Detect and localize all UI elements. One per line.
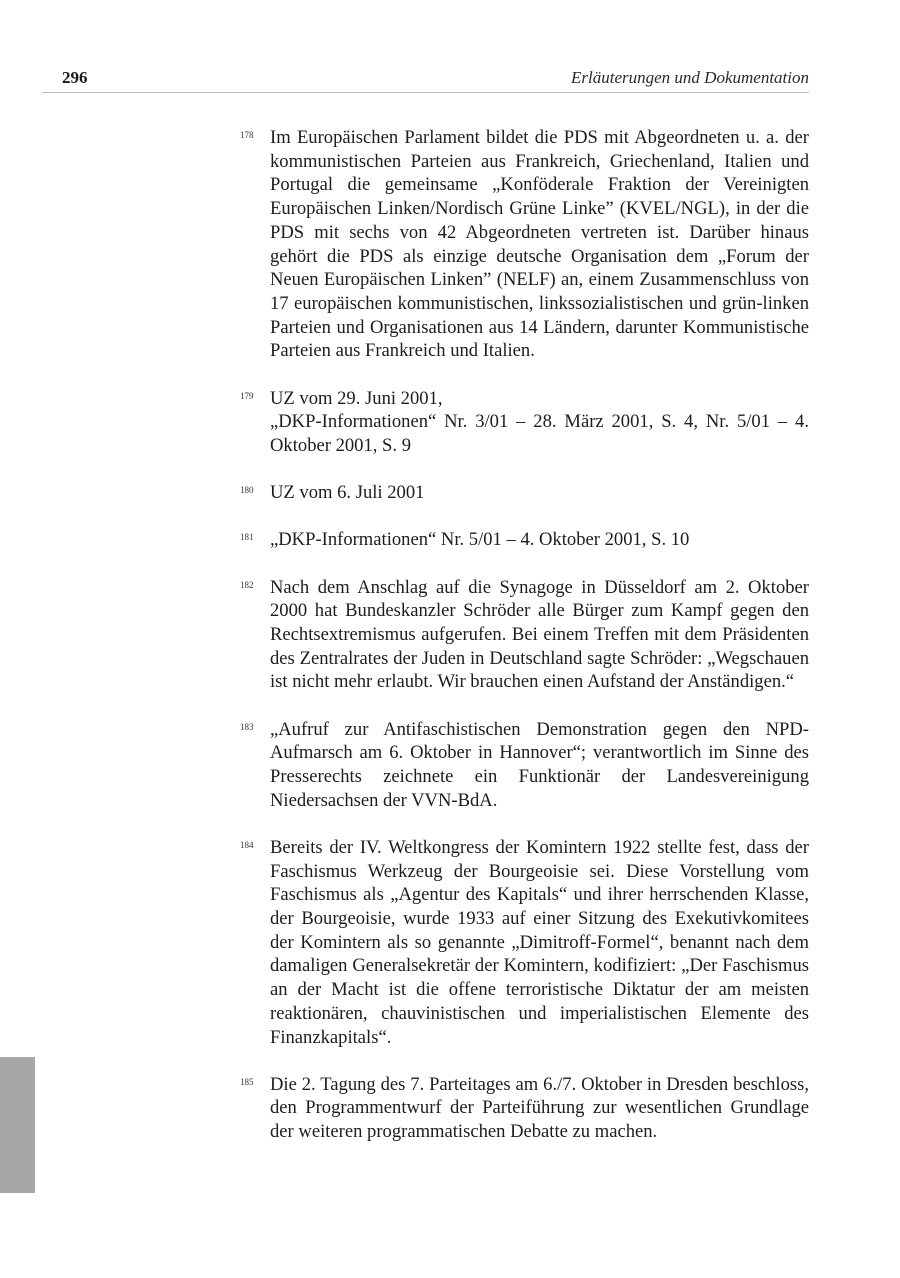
endnote-178 <box>240 126 809 363</box>
endnote-text <box>270 1073 809 1144</box>
endnote-line: „Aufruf zur Antifaschistischen Demonstration gegen den NPD-Aufmarsch am 6. Oktober in Hannover“; verantwortlich im Sinne des Presserechts zeichnete ein Funktionär der Landesvereinigung Niedersachsen der VVN-BdA. <box>270 718 809 811</box>
endnote-181 <box>240 528 809 552</box>
endnote-number: 181 <box>240 532 254 543</box>
endnote-180 <box>240 481 809 505</box>
endnote-line: Nach dem Anschlag auf die Synagoge in Düsseldorf am 2. Oktober 2000 hat Bundeskanzler Schröder alle Bürger zum Kampf gegen den Rechtsextremismus aufgerufen. Bei einem Treffen mit dem Präsidenten des Zentralrates der Juden in Deutschland sagte Schröder: „Wegschauen ist nicht mehr erlaubt. Wir brauchen einen Aufstand der Anständigen.“ <box>270 576 809 693</box>
endnote-text <box>270 387 809 458</box>
endnote-line: UZ vom 6. Juli 2001 <box>270 482 425 504</box>
endnote-185 <box>240 1073 809 1144</box>
endnote-line: „DKP-Informationen“ Nr. 5/01 – 4. Oktober 2001, S. 10 <box>270 529 690 551</box>
endnote-text <box>270 836 809 1049</box>
endnote-179 <box>240 387 809 458</box>
endnote-text <box>270 576 809 695</box>
endnote-number: 180 <box>240 485 254 496</box>
endnote-line: Im Europäischen Parlament bildet die PDS mit Abgeordneten u. a. der kommunistischen Parteien aus Frankreich, Griechenland, Italien und Portugal die gemeinsame „Konföderale Fraktion der Vereinigten Europäischen Linken/Nordisch Grüne Linke” (KVEL/NGL), in der die PDS mit sechs von 42 Abgeordneten vertreten ist. Darüber hinaus gehört die PDS als einzige deutsche Organisation dem „Forum der Neuen Europäischen Linken” (NELF) an, einem Zusammenschluss von 17 europäischen kommunistischen, linkssozialistischen und grün-linken Parteien und Organisationen aus 14 Ländern, darunter Kommunistische Parteien aus Frankreich und Italien. <box>270 127 809 362</box>
endnote-number: 184 <box>240 839 254 850</box>
endnote-text <box>270 481 809 505</box>
running-title: Erläuterungen und Dokumentation <box>571 68 809 87</box>
endnotes-list <box>240 126 809 1167</box>
endnote-text <box>270 528 809 552</box>
endnote-text <box>270 126 809 363</box>
endnote-number: 178 <box>240 130 254 140</box>
endnote-line: UZ vom 29. Juni 2001, <box>270 387 443 409</box>
chapter-thumb-tab <box>0 1057 35 1193</box>
endnote-184 <box>240 836 809 1049</box>
endnote-line: Die 2. Tagung des 7. Parteitages am 6./7. Oktober in Dresden beschloss, den Programmentwurf der Parteiführung zur wesentlichen Grundlage der weiteren programmatischen Debatte zu machen. <box>270 1073 809 1143</box>
endnote-182 <box>240 576 809 695</box>
endnote-number: 179 <box>240 390 254 401</box>
endnote-line: „DKP-Informationen“ Nr. 3/01 – 28. März 2001, S. 4, Nr. 5/01 – 4. Oktober 2001, S. 9 <box>270 411 809 456</box>
endnote-text <box>270 718 809 813</box>
page-header <box>42 66 809 93</box>
endnote-number: 183 <box>240 721 254 732</box>
page-number: 296 <box>62 68 88 87</box>
endnote-183 <box>240 718 809 813</box>
endnote-number: 182 <box>240 579 254 590</box>
endnote-number: 185 <box>240 1076 254 1087</box>
endnote-line: Bereits der IV. Weltkongress der Komintern 1922 stellte fest, dass der Faschismus Werkzeug der Bourgeoisie sei. Diese Vorstellung vom Faschismus als „Agentur des Kapitals“ und ihrer herrschenden Klasse, der Bourgeoisie, wurde 1933 auf einer Sitzung des Exekutivkomitees der Komintern als so genannte „Dimitroff-Formel“, benannt nach dem damaligen Generalsekretär der Komintern, kodifiziert: „Der Faschismus an der Macht ist die offene terroristische Diktatur der am meisten reaktionären, chauvinistischen und imperialistischen Elemente des Finanzkapitals“. <box>270 836 809 1048</box>
